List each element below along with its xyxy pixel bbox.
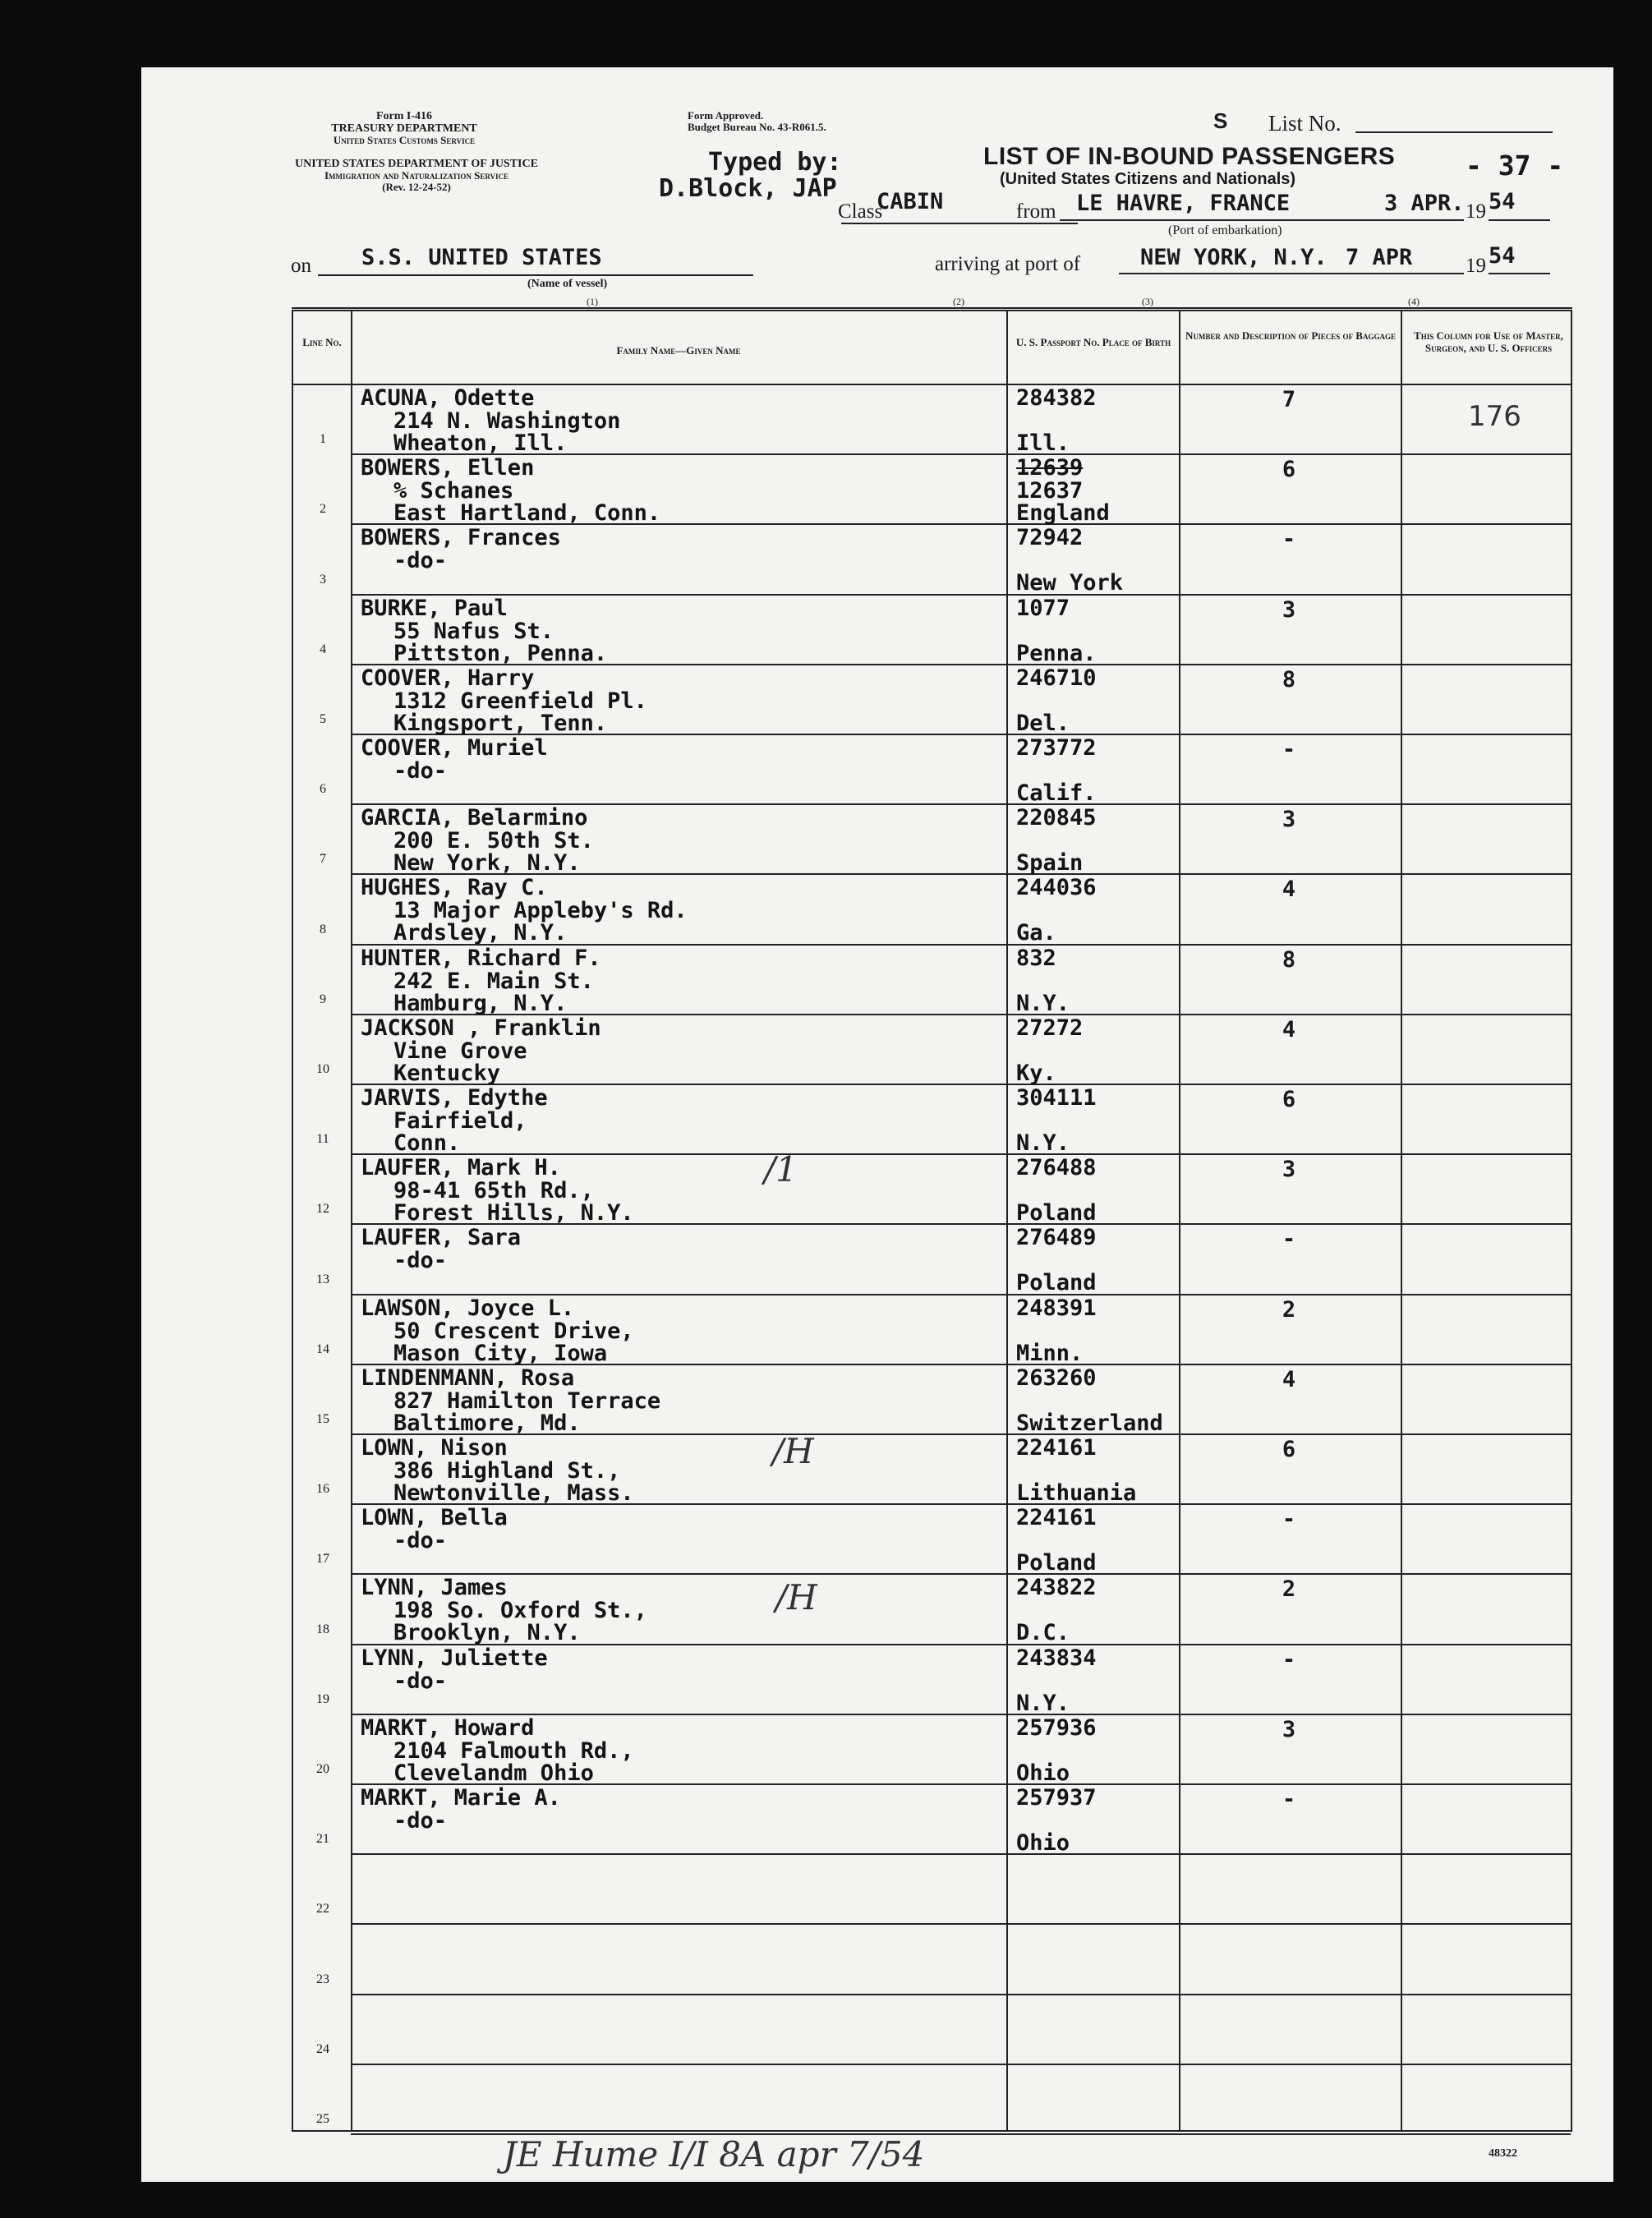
passenger-name: LAUFER, Sara (361, 1225, 522, 1251)
port-embark-note: (Port of embarkation) (1168, 223, 1282, 237)
passport-number: 246710 (1016, 665, 1097, 691)
baggage-count: 6 (1282, 1087, 1296, 1112)
line-number: 2 (320, 502, 326, 517)
table-row (293, 1715, 1571, 1785)
passenger-name: HUNTER, Richard F. (361, 945, 601, 971)
baggage-count: - (1282, 1787, 1296, 1812)
passport-struck: 12639 (1016, 455, 1084, 481)
passenger-name: COOVER, Muriel (361, 735, 548, 761)
address-line-2: Clevelandm Ohio (393, 1760, 594, 1786)
baggage-count: 8 (1282, 666, 1296, 693)
passenger-name: LAWSON, Joyce L. (361, 1295, 575, 1321)
col-number-1: (1) (587, 296, 598, 307)
line-number: 12 (316, 1202, 329, 1217)
address-line-1: -do- (393, 1248, 448, 1274)
address-line-2: Baltimore, Md. (393, 1410, 581, 1436)
address-line-1: 55 Nafus St. (393, 618, 555, 644)
col-number-4: (4) (1408, 296, 1420, 307)
address-line-2: Conn. (393, 1130, 461, 1156)
rev-label: (Rev. 12-24-52) (382, 181, 451, 193)
passport-number: 220845 (1016, 805, 1097, 831)
table-row (293, 875, 1571, 945)
passenger-name: LINDENMANN, Rosa (361, 1364, 575, 1391)
list-marker: S (1213, 108, 1228, 133)
place-of-birth: Lithuania (1016, 1480, 1137, 1506)
passenger-name: MARKT, Howard (361, 1714, 535, 1741)
place-of-birth: Poland (1016, 1270, 1097, 1296)
address-line-1: 200 E. 50th St. (393, 828, 594, 854)
line-number: 13 (316, 1272, 329, 1286)
from-year-prefix: 19 (1466, 200, 1486, 223)
baggage-count: 2 (1282, 1576, 1296, 1603)
baggage-count: 3 (1282, 807, 1296, 833)
passenger-name: COOVER, Harry (361, 665, 535, 691)
vessel-note: (Name of vessel) (527, 278, 608, 290)
margin-mark-row12: /1 (764, 1149, 798, 1190)
col-number-2: (2) (953, 296, 964, 307)
footer-signature: JE Hume I/I 8A apr 7/54 (503, 2134, 925, 2174)
place-of-birth: Ohio (1016, 1830, 1070, 1856)
table-row (293, 1925, 1571, 1995)
baggage-count: 4 (1282, 877, 1296, 903)
form-id-block (281, 110, 527, 146)
baggage-count: 7 (1282, 387, 1296, 412)
table-row (293, 455, 1571, 525)
passport-number: 27272 (1016, 1015, 1084, 1041)
line-number: 3 (320, 572, 326, 587)
place-of-birth: New York (1016, 570, 1124, 596)
approval-block (688, 110, 826, 133)
place-of-birth: Ky. (1016, 1060, 1056, 1086)
justice-block (293, 158, 540, 193)
table-row (293, 2065, 1571, 2135)
page-subtitle: (United States Citizens and Nationals) (1000, 170, 1296, 188)
approved-label: Form Approved. (688, 109, 764, 122)
class-value: CABIN (877, 189, 944, 214)
col-header-officers: This Column for Use of Master, Surgeon, and U. S. Officers (1414, 329, 1563, 354)
place-of-birth: Ga. (1016, 920, 1056, 946)
place-of-birth: Switzerland (1016, 1410, 1163, 1436)
passport-number: 243834 (1016, 1645, 1097, 1671)
line-number: 15 (316, 1411, 329, 1426)
line-number: 17 (316, 1552, 329, 1567)
address-line-2: Pittston, Penna. (393, 640, 608, 666)
line-number: 20 (316, 1761, 329, 1776)
passenger-name: BOWERS, Frances (361, 525, 561, 551)
address-line-1: 242 E. Main St. (393, 968, 594, 994)
address-line-1: -do- (393, 548, 448, 574)
address-line-1: Fairfield, (393, 1108, 527, 1134)
line-number: 19 (316, 1691, 329, 1706)
passenger-name: BURKE, Paul (361, 595, 508, 621)
table-row (293, 946, 1571, 1015)
address-line-1: Vine Grove (393, 1038, 527, 1064)
line-number: 24 (316, 2041, 329, 2056)
line-number: 10 (316, 1061, 329, 1076)
passenger-table (292, 310, 1572, 2132)
line-number: 4 (320, 642, 326, 656)
line-number: 6 (320, 782, 326, 797)
address-line-1: -do- (393, 1528, 448, 1554)
arrival-year-suffix: 54 (1489, 243, 1516, 269)
passport-number: 243822 (1016, 1575, 1097, 1601)
line-number: 9 (320, 992, 326, 1006)
table-row (293, 1645, 1571, 1715)
table-row (293, 596, 1571, 665)
passenger-name: LYNN, Juliette (361, 1645, 548, 1671)
address-line-1: -do- (393, 1668, 448, 1694)
margin-mark-row18: /H (775, 1577, 817, 1617)
col-header-line-no: Line No. (302, 336, 342, 348)
baggage-count: 2 (1282, 1296, 1296, 1323)
place-of-birth: N.Y. (1016, 990, 1070, 1016)
table-row (293, 1785, 1571, 1855)
table-row (293, 525, 1571, 595)
baggage-count: 6 (1282, 457, 1296, 483)
place-of-birth: Minn. (1016, 1340, 1084, 1366)
baggage-count: - (1282, 1507, 1296, 1533)
footer-code: 48322 (1489, 2147, 1517, 2160)
passenger-name: ACUNA, Odette (361, 385, 535, 411)
form-number: Form I-416 (375, 110, 433, 122)
baggage-count: - (1282, 737, 1296, 762)
address-line-2: New York, N.Y. (393, 850, 581, 877)
address-line-1: 198 So. Oxford St., (393, 1598, 647, 1624)
passenger-name: HUGHES, Ray C. (361, 875, 548, 901)
page-title: LIST OF IN-BOUND PASSENGERS (983, 143, 1396, 170)
passport-number: 244036 (1016, 875, 1097, 901)
line-number: 18 (316, 1622, 329, 1636)
table-row (293, 1225, 1571, 1295)
address-line-2: Forest Hills, N.Y. (393, 1200, 634, 1226)
line-number: 16 (316, 1482, 329, 1497)
address-line-1: -do- (393, 1808, 448, 1834)
baggage-count: - (1282, 527, 1296, 553)
address-line-2: East Hartland, Conn. (393, 500, 661, 527)
address-line-2: Wheaton, Ill. (393, 430, 568, 456)
table-row (293, 1575, 1571, 1645)
table-row (293, 735, 1571, 805)
passport-number: 1077 (1016, 595, 1070, 621)
place-of-birth: N.Y. (1016, 1690, 1070, 1716)
from-year-suffix: 54 (1489, 189, 1516, 214)
line-number: 7 (320, 852, 326, 867)
table-row (293, 1435, 1571, 1505)
place-of-birth: N.Y. (1016, 1130, 1070, 1156)
address-line-2: Brooklyn, N.Y. (393, 1620, 581, 1646)
passport-number: 224161 (1016, 1505, 1097, 1531)
arrival-date: 7 APR (1346, 245, 1413, 270)
passenger-name: MARKT, Marie A. (361, 1785, 561, 1811)
passenger-name: BOWERS, Ellen (361, 455, 535, 481)
col-header-passport: U. S. Passport No. Place of Birth (1015, 336, 1171, 348)
address-line-2: Ardsley, N.Y. (393, 920, 568, 946)
arriving-label: arriving at port of (935, 253, 1081, 275)
passenger-name: LAUFER, Mark H. (361, 1155, 561, 1181)
passport-number: 276488 (1016, 1155, 1097, 1181)
line-number: 5 (320, 711, 326, 726)
table-row (293, 805, 1571, 875)
line-number: 23 (316, 1972, 329, 1986)
address-line-2: Newtonville, Mass. (393, 1480, 634, 1506)
margin-mark-row16: /H (772, 1431, 814, 1471)
justice-label: UNITED STATES DEPARTMENT OF JUSTICE (295, 158, 538, 170)
baggage-count: 3 (1282, 596, 1296, 623)
place-of-birth: England (1016, 500, 1110, 527)
line-number: 8 (320, 922, 326, 936)
from-label: from (1016, 200, 1056, 223)
passenger-name: LOWN, Bella (361, 1505, 508, 1531)
line-number: 25 (316, 2111, 329, 2126)
passenger-name: GARCIA, Belarmino (361, 805, 588, 831)
passport-number: 304111 (1016, 1085, 1097, 1111)
baggage-count: 8 (1282, 946, 1296, 973)
col-header-baggage: Number and Description of Pieces of Baggage (1185, 329, 1396, 342)
address-line-1: 2104 Falmouth Rd., (393, 1737, 634, 1764)
arrival-port: NEW YORK, N.Y. (1140, 245, 1328, 270)
line-number: 14 (316, 1341, 329, 1356)
customs-label: United States Customs Service (333, 134, 476, 146)
ins-label: Immigration and Naturalization Service (324, 169, 509, 182)
place-of-birth: D.C. (1016, 1620, 1070, 1646)
passport-number: 276489 (1016, 1225, 1097, 1251)
from-value: LE HAVRE, FRANCE (1076, 191, 1291, 216)
manifest-page (141, 67, 1613, 2182)
place-of-birth: Spain (1016, 850, 1084, 877)
place-of-birth: Calif. (1016, 780, 1097, 806)
place-of-birth: Poland (1016, 1550, 1097, 1576)
passenger-name: LYNN, James (361, 1575, 508, 1601)
address-line-1: -do- (393, 758, 448, 784)
passport-number: 248391 (1016, 1295, 1097, 1321)
table-row (293, 1365, 1571, 1435)
table-row (293, 1085, 1571, 1155)
passport-number: 263260 (1016, 1364, 1097, 1391)
officer-note: 176 (1468, 400, 1521, 433)
address-line-1: 1312 Greenfield Pl. (393, 688, 647, 714)
table-row (293, 1995, 1571, 2065)
passenger-name: JARVIS, Edythe (361, 1085, 548, 1111)
passport-number: 257937 (1016, 1785, 1097, 1811)
address-line-1: 98-41 65th Rd., (393, 1178, 594, 1204)
address-line-1: 50 Crescent Drive, (393, 1318, 634, 1344)
address-line-1: 13 Major Appleby's Rd. (393, 898, 688, 924)
place-of-birth: Poland (1016, 1200, 1097, 1226)
baggage-count: 3 (1282, 1716, 1296, 1742)
passport-number: 224161 (1016, 1435, 1097, 1461)
passport-number: 72942 (1016, 525, 1084, 551)
budget-label: Budget Bureau No. 43-R061.5. (688, 121, 826, 133)
passenger-name: LOWN, Nison (361, 1435, 508, 1461)
address-line-2: Mason City, Iowa (393, 1340, 608, 1366)
list-no-label: List No. (1268, 111, 1341, 136)
table-row (293, 1295, 1571, 1365)
table-row (293, 1155, 1571, 1225)
address-line-2: Kingsport, Tenn. (393, 710, 608, 736)
place-of-birth: Penna. (1016, 640, 1097, 666)
line-number: 11 (316, 1132, 329, 1147)
line-number: 1 (320, 432, 326, 447)
baggage-count: - (1282, 1226, 1296, 1253)
address-line-1: % Schanes (393, 478, 514, 504)
typed-by-value: D.Block, JAP (659, 174, 837, 203)
baggage-count: 3 (1282, 1157, 1296, 1183)
vessel-name: S.S. UNITED STATES (361, 245, 602, 270)
typed-by-label: Typed by: (708, 148, 842, 177)
place-of-birth: Ohio (1016, 1760, 1070, 1786)
on-label: on (291, 255, 311, 277)
address-line-2: Hamburg, N.Y. (393, 990, 568, 1016)
table-row (293, 665, 1571, 735)
from-date: 3 APR. (1384, 191, 1465, 216)
baggage-count: 4 (1282, 1016, 1296, 1042)
place-of-birth: Ill. (1016, 430, 1070, 456)
baggage-count: - (1282, 1646, 1296, 1673)
col-header-name: Family Name—Given Name (616, 344, 741, 357)
passport-number: 12637 (1016, 478, 1084, 504)
table-row (293, 1505, 1571, 1575)
passenger-name: JACKSON , Franklin (361, 1015, 601, 1041)
treasury-label: TREASURY DEPARTMENT (331, 122, 477, 135)
table-row (293, 1855, 1571, 1925)
baggage-count: 4 (1282, 1366, 1296, 1392)
passport-number: 257936 (1016, 1714, 1097, 1741)
table-row (293, 385, 1571, 455)
baggage-count: 6 (1282, 1437, 1296, 1462)
list-no-value: - 37 - (1466, 150, 1564, 182)
address-line-2: Kentucky (393, 1060, 501, 1086)
col-number-3: (3) (1142, 296, 1153, 307)
line-number: 22 (316, 1902, 329, 1917)
table-row (293, 1015, 1571, 1085)
passport-number: 832 (1016, 945, 1056, 971)
address-line-1: 386 Highland St., (393, 1458, 621, 1484)
passport-number: 284382 (1016, 385, 1097, 411)
address-line-1: 827 Hamilton Terrace (393, 1387, 661, 1414)
arrival-year-prefix: 19 (1466, 255, 1486, 277)
class-label: Class (838, 200, 883, 223)
place-of-birth: Del. (1016, 710, 1070, 736)
address-line-1: 214 N. Washington (393, 408, 621, 434)
line-number: 21 (316, 1832, 329, 1847)
passport-number: 273772 (1016, 735, 1097, 761)
